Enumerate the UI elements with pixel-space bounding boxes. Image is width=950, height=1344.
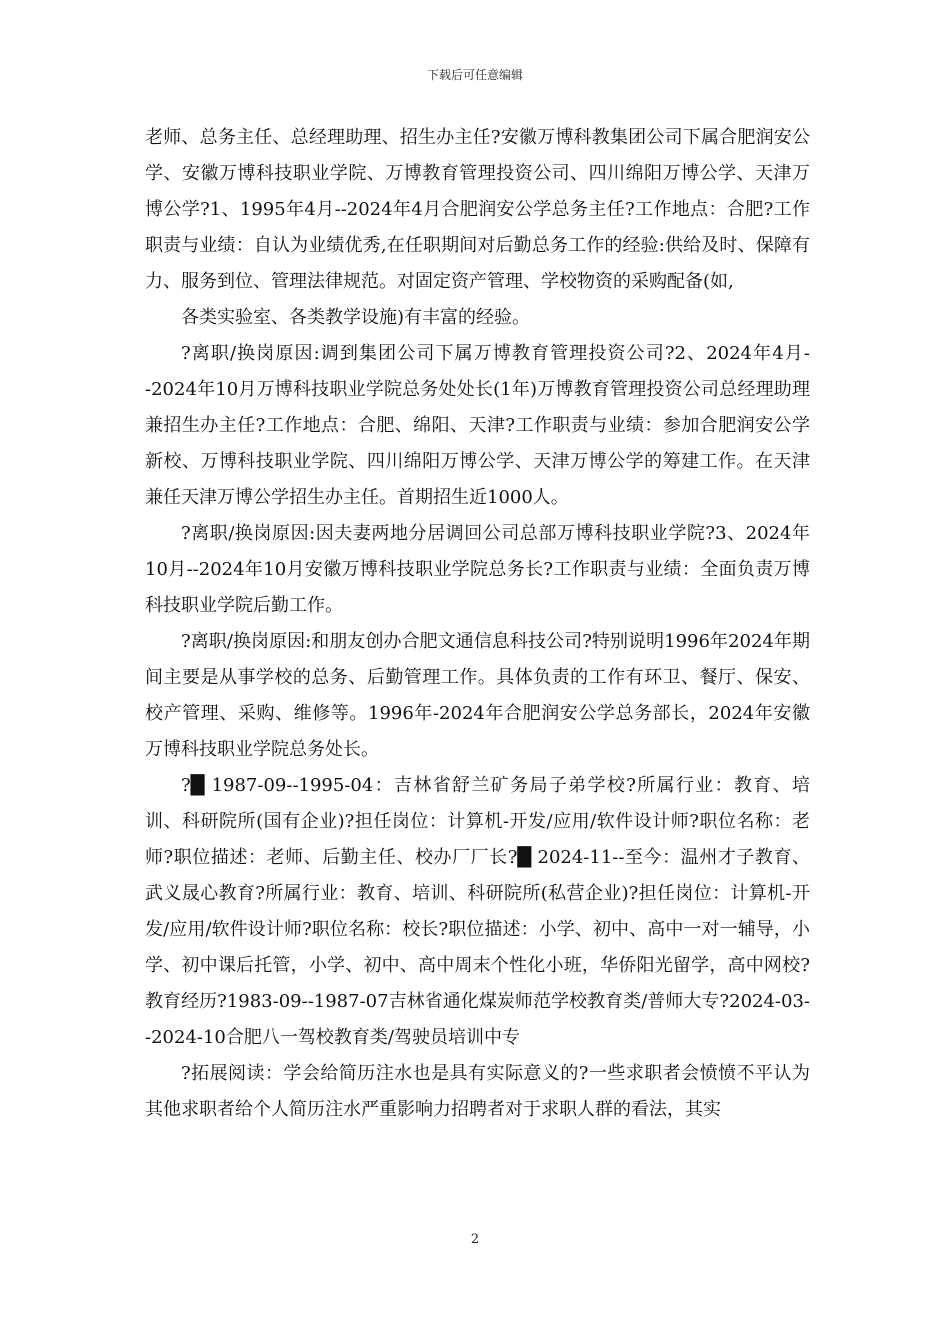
document-body bbox=[145, 120, 810, 1128]
paragraph: ?拓展阅读：学会给简历注水也是具有实际意义的?一些求职者会愤愤不平认为其他求职者给个人简历注水严重影响力招聘者对于求职人群的看法，其实 bbox=[145, 1063, 810, 1120]
page-number: 2 bbox=[470, 1232, 480, 1247]
page-header: 下载后可任意编辑 bbox=[426, 68, 523, 82]
paragraph: ?█ 1987-09--1995-04：吉林省舒兰矿务局子弟学校?所属行业：教育、培训、科研院所(国有企业)?担任岗位：计算机-开发/应用/软件设计师?职位名称：老师?职位描述：老师、后勤主任、校办厂厂长?█ 2024-11--至今：温州才子教育、武义晟心教育?所属行业：教育、培训、科研院所(私营企业)?担任岗位：计算机-开发/应用/软件设计师?职位名称：校长?职位描述：小学、初中、高中一对一辅导，小学、初中课后托管，小学、初中、高中周末个性化小班，华侨阳光留学，高中网校?教育经历?1983-09--1987-07吉林省通化煤炭师范学校教育类/普师大专?2024-03--2024-10合肥八一驾校教育类/驾驶员培训中专 bbox=[145, 775, 810, 1048]
paragraph: ?离职/换岗原因:调到集团公司下属万博教育管理投资公司?2、2024年4月--2024年10月万博科技职业学院总务处处长(1年)万博教育管理投资公司总经理助理兼招生办主任?工作地点：合肥、绵阳、天津?工作职责与业绩：参加合肥润安公学新校、万博科技职业学院、四川绵阳万博公学、天津万博公学的筹建工作。在天津兼任天津万博公学招生办主任。首期招生近1000人。 bbox=[145, 343, 810, 508]
paragraph: ?离职/换岗原因:和朋友创办合肥文通信息科技公司?特别说明1996年2024年期间主要是从事学校的总务、后勤管理工作。具体负责的工作有环卫、餐厅、保安、校产管理、采购、维修等。1996年-2024年合肥润安公学总务部长，2024年安徽万博科技职业学院总务处长。 bbox=[145, 631, 810, 760]
paragraph: 各类实验室、各类教学设施)有丰富的经验。 bbox=[181, 307, 531, 328]
paragraph: ?离职/换岗原因:因夫妻两地分居调回公司总部万博科技职业学院?3、2024年10月--2024年10月安徽万博科技职业学院总务长?工作职责与业绩：全面负责万博科技职业学院后勤工作。 bbox=[145, 523, 810, 616]
paragraph: 老师、总务主任、总经理助理、招生办主任?安徽万博科教集团公司下属合肥润安公学、安徽万博科技职业学院、万博教育管理投资公司、四川绵阳万博公学、天津万博公学?1、1995年4月--2024年4月合肥润安公学总务主任?工作地点：合肥?工作职责与业绩：自认为业绩优秀,在任职期间对后勤总务工作的经验:供给及时、保障有力、服务到位、管理法律规范。对固定资产管理、学校物资的采购配备(如, bbox=[145, 127, 810, 292]
